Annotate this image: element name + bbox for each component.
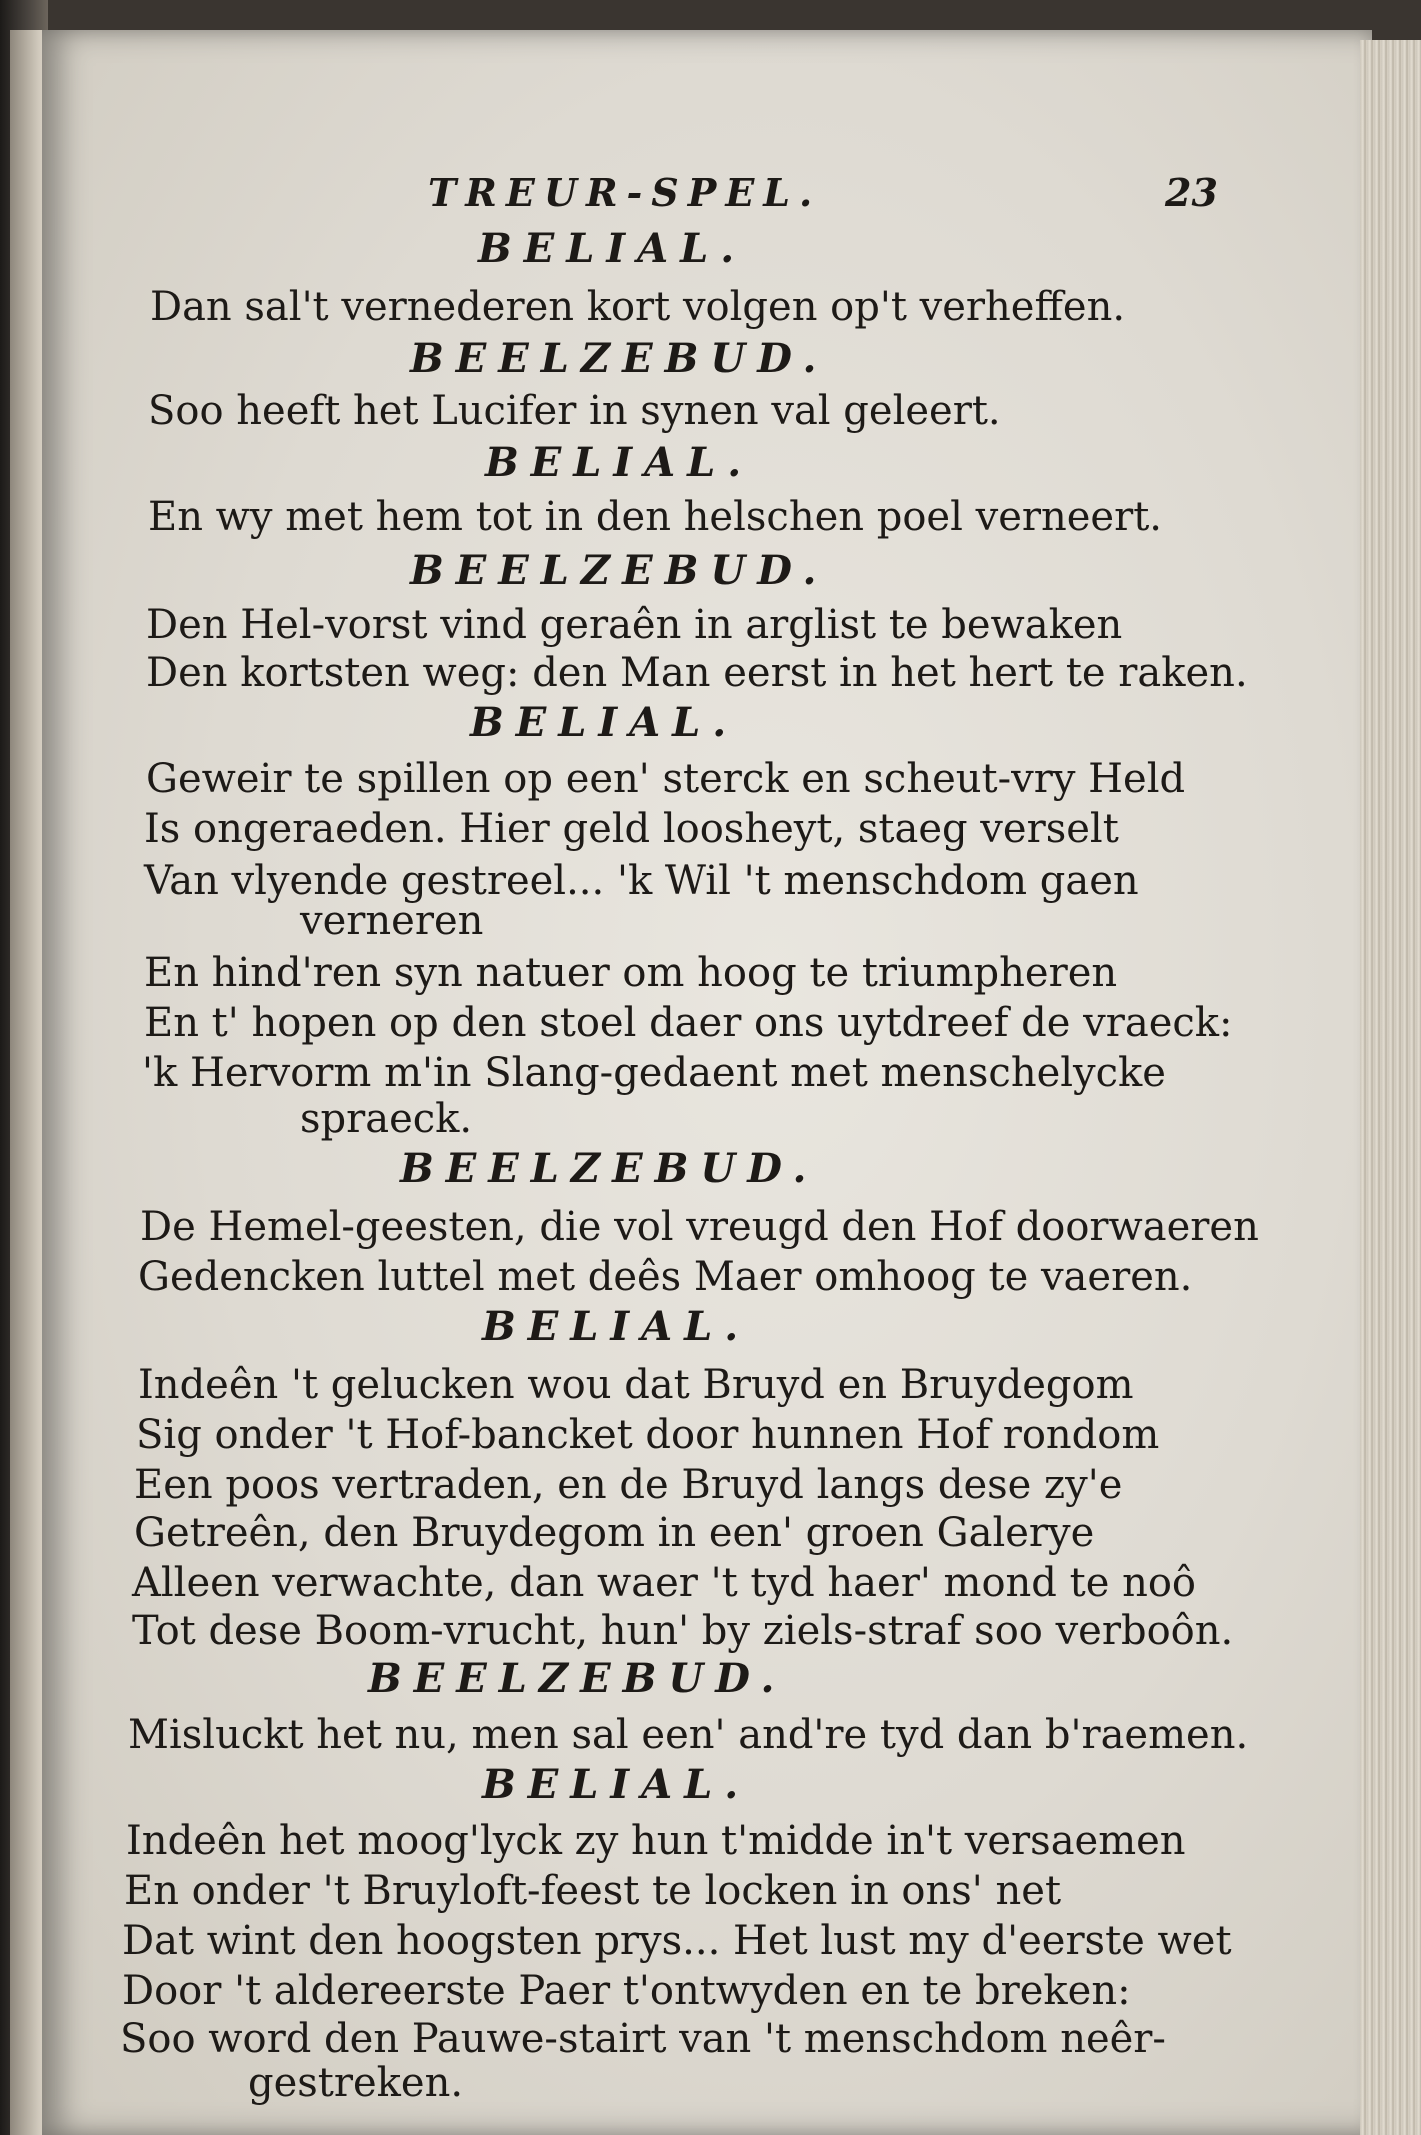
verse-line: En onder 't Bruyloft-feest te locken in ons' net — [124, 1868, 1062, 1914]
verse-line: En t' hopen op den stoel daer ons uytdreef de vraeck: — [144, 1000, 1233, 1046]
verse-line: Van vlyende gestreel... 'k Wil 't menschdom gaen — [144, 858, 1139, 904]
verse-line: Geweir te spillen op een' sterck en scheut-vry Held — [146, 756, 1186, 802]
speaker-heading: BELIAL. — [482, 1761, 751, 1808]
verse-line: Indeên het moog'lyck zy hun t'midde in't versaemen — [126, 1818, 1186, 1864]
verse-line: Misluckt het nu, men sal een' and're tyd dan b'raemen. — [128, 1712, 1249, 1758]
verse-line: En wy met hem tot in den helschen poel verneert. — [148, 494, 1163, 540]
verse-line: Indeên 't gelucken wou dat Bruyd en Bruydegom — [138, 1362, 1134, 1408]
speaker-heading: BEELZEBUD. — [410, 547, 829, 594]
verse-line: Soo heeft het Lucifer in synen val geleert. — [148, 388, 1001, 434]
speaker-heading: BEELZEBUD. — [400, 1145, 819, 1192]
verse-line: Is ongeraeden. Hier geld loosheyt, staeg verselt — [144, 806, 1119, 852]
verse-line: Dat wint den hoogsten prys... Het lust my d'eerste wet — [122, 1918, 1232, 1964]
running-title: TREUR-SPEL. — [428, 170, 822, 215]
verse-line: spraeck. — [300, 1096, 473, 1142]
verse-line: Getreên, den Bruydegom in een' groen Galerye — [134, 1510, 1095, 1556]
verse-line: De Hemel-geesten, die vol vreugd den Hof doorwaeren — [140, 1204, 1259, 1250]
verse-line: Soo word den Pauwe-stairt van 't menschdom neêr- — [120, 2016, 1166, 2062]
verse-line: Den kortsten weg: den Man eerst in het hert te raken. — [146, 650, 1248, 696]
verse-line: 'k Hervorm m'in Slang-gedaent met menschelycke — [142, 1050, 1166, 1096]
verse-line: Een poos vertraden, en de Bruyd langs dese zy'e — [134, 1462, 1123, 1508]
verse-line: Dan sal't vernederen kort volgen op't verheffen. — [150, 284, 1126, 330]
page-number: 23 — [1165, 170, 1218, 215]
speaker-heading: BELIAL. — [470, 699, 739, 746]
speaker-heading: BEELZEBUD. — [368, 1655, 787, 1702]
speaker-heading: BELIAL. — [485, 439, 754, 486]
speaker-heading: BELIAL. — [478, 225, 747, 272]
verse-line: Alleen verwachte, dan waer 't tyd haer' mond te noô — [132, 1560, 1197, 1606]
verse-line: Tot dese Boom-vrucht, hun' by ziels-straf soo verboôn. — [132, 1608, 1234, 1654]
verse-line: verneren — [300, 898, 484, 944]
verse-line: Gedencken luttel met deês Maer omhoog te vaeren. — [138, 1254, 1193, 1300]
verse-line: Den Hel-vorst vind geraên in arglist te bewaken — [146, 602, 1123, 648]
speaker-heading: BELIAL. — [482, 1303, 751, 1350]
speaker-heading: BEELZEBUD. — [410, 335, 829, 382]
verse-line: Door 't aldereerste Paer t'ontwyden en te breken: — [122, 1968, 1131, 2014]
verse-line: En hind'ren syn natuer om hoog te triumpheren — [144, 950, 1118, 996]
verse-line: gestreken. — [248, 2060, 464, 2106]
verse-line: Sig onder 't Hof-bancket door hunnen Hof rondom — [136, 1412, 1160, 1458]
